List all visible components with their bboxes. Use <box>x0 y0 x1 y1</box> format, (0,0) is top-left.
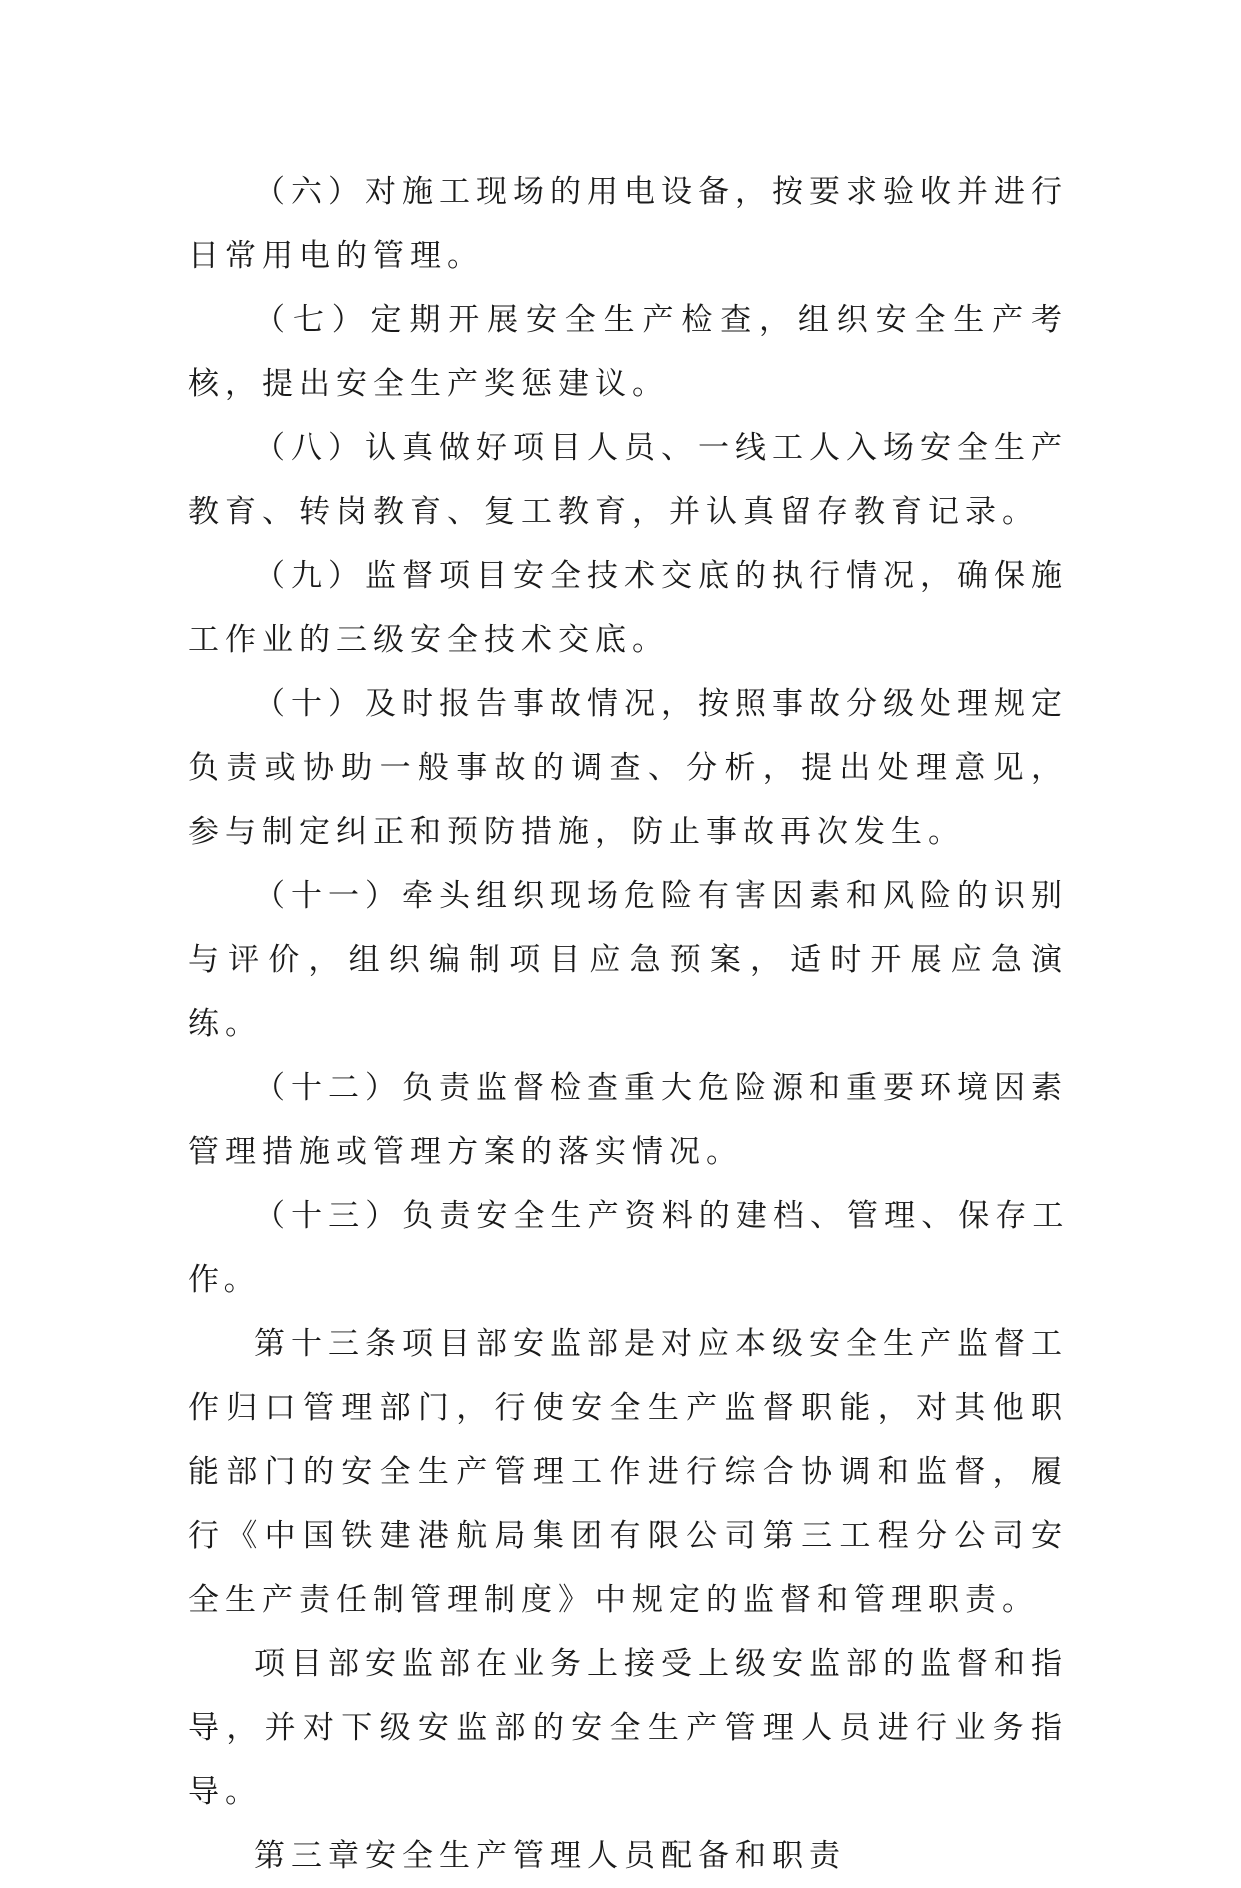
paragraph-item-6: （六）对施工现场的用电设备，按要求验收并进行日常用电的管理。 <box>188 174 1068 274</box>
paragraph-supervision: 项目部安监部在业务上接受上级安监部的监督和指导，并对下级安监部的安全生产管理人员进行业务指导。 <box>188 1646 1068 1810</box>
paragraph-item-7: （七）定期开展安全生产检查，组织安全生产考核，提出安全生产奖惩建议。 <box>188 302 1068 402</box>
paragraph-item-12: （十二）负责监督检查重大危险源和重要环境因素管理措施或管理方案的落实情况。 <box>188 1070 1068 1170</box>
document-body <box>188 160 1068 1888</box>
paragraph-article-13: 第十三条项目部安监部是对应本级安全生产监督工作归口管理部门，行使安全生产监督职能，对其他职能部门的安全生产管理工作进行综合协调和监督，履行《中国铁建港航局集团有限公司第三工程分公司安全生产责任制管理制度》中规定的监督和管理职责。 <box>188 1326 1068 1618</box>
paragraph-item-13: （十三）负责安全生产资料的建档、管理、保存工作。 <box>188 1198 1068 1298</box>
paragraph-item-9: （九）监督项目安全技术交底的执行情况，确保施工作业的三级安全技术交底。 <box>188 558 1068 658</box>
paragraph-item-10: （十）及时报告事故情况，按照事故分级处理规定负责或协助一般事故的调查、分析，提出处理意见，参与制定纠正和预防措施，防止事故再次发生。 <box>188 686 1068 850</box>
chapter-heading: 第三章安全生产管理人员配备和职责 <box>254 1838 846 1874</box>
paragraph-item-8: （八）认真做好项目人员、一线工人入场安全生产教育、转岗教育、复工教育，并认真留存教育记录。 <box>188 430 1068 530</box>
paragraph-item-11: （十一）牵头组织现场危险有害因素和风险的识别与评价，组织编制项目应急预案，适时开展应急演练。 <box>188 878 1068 1042</box>
